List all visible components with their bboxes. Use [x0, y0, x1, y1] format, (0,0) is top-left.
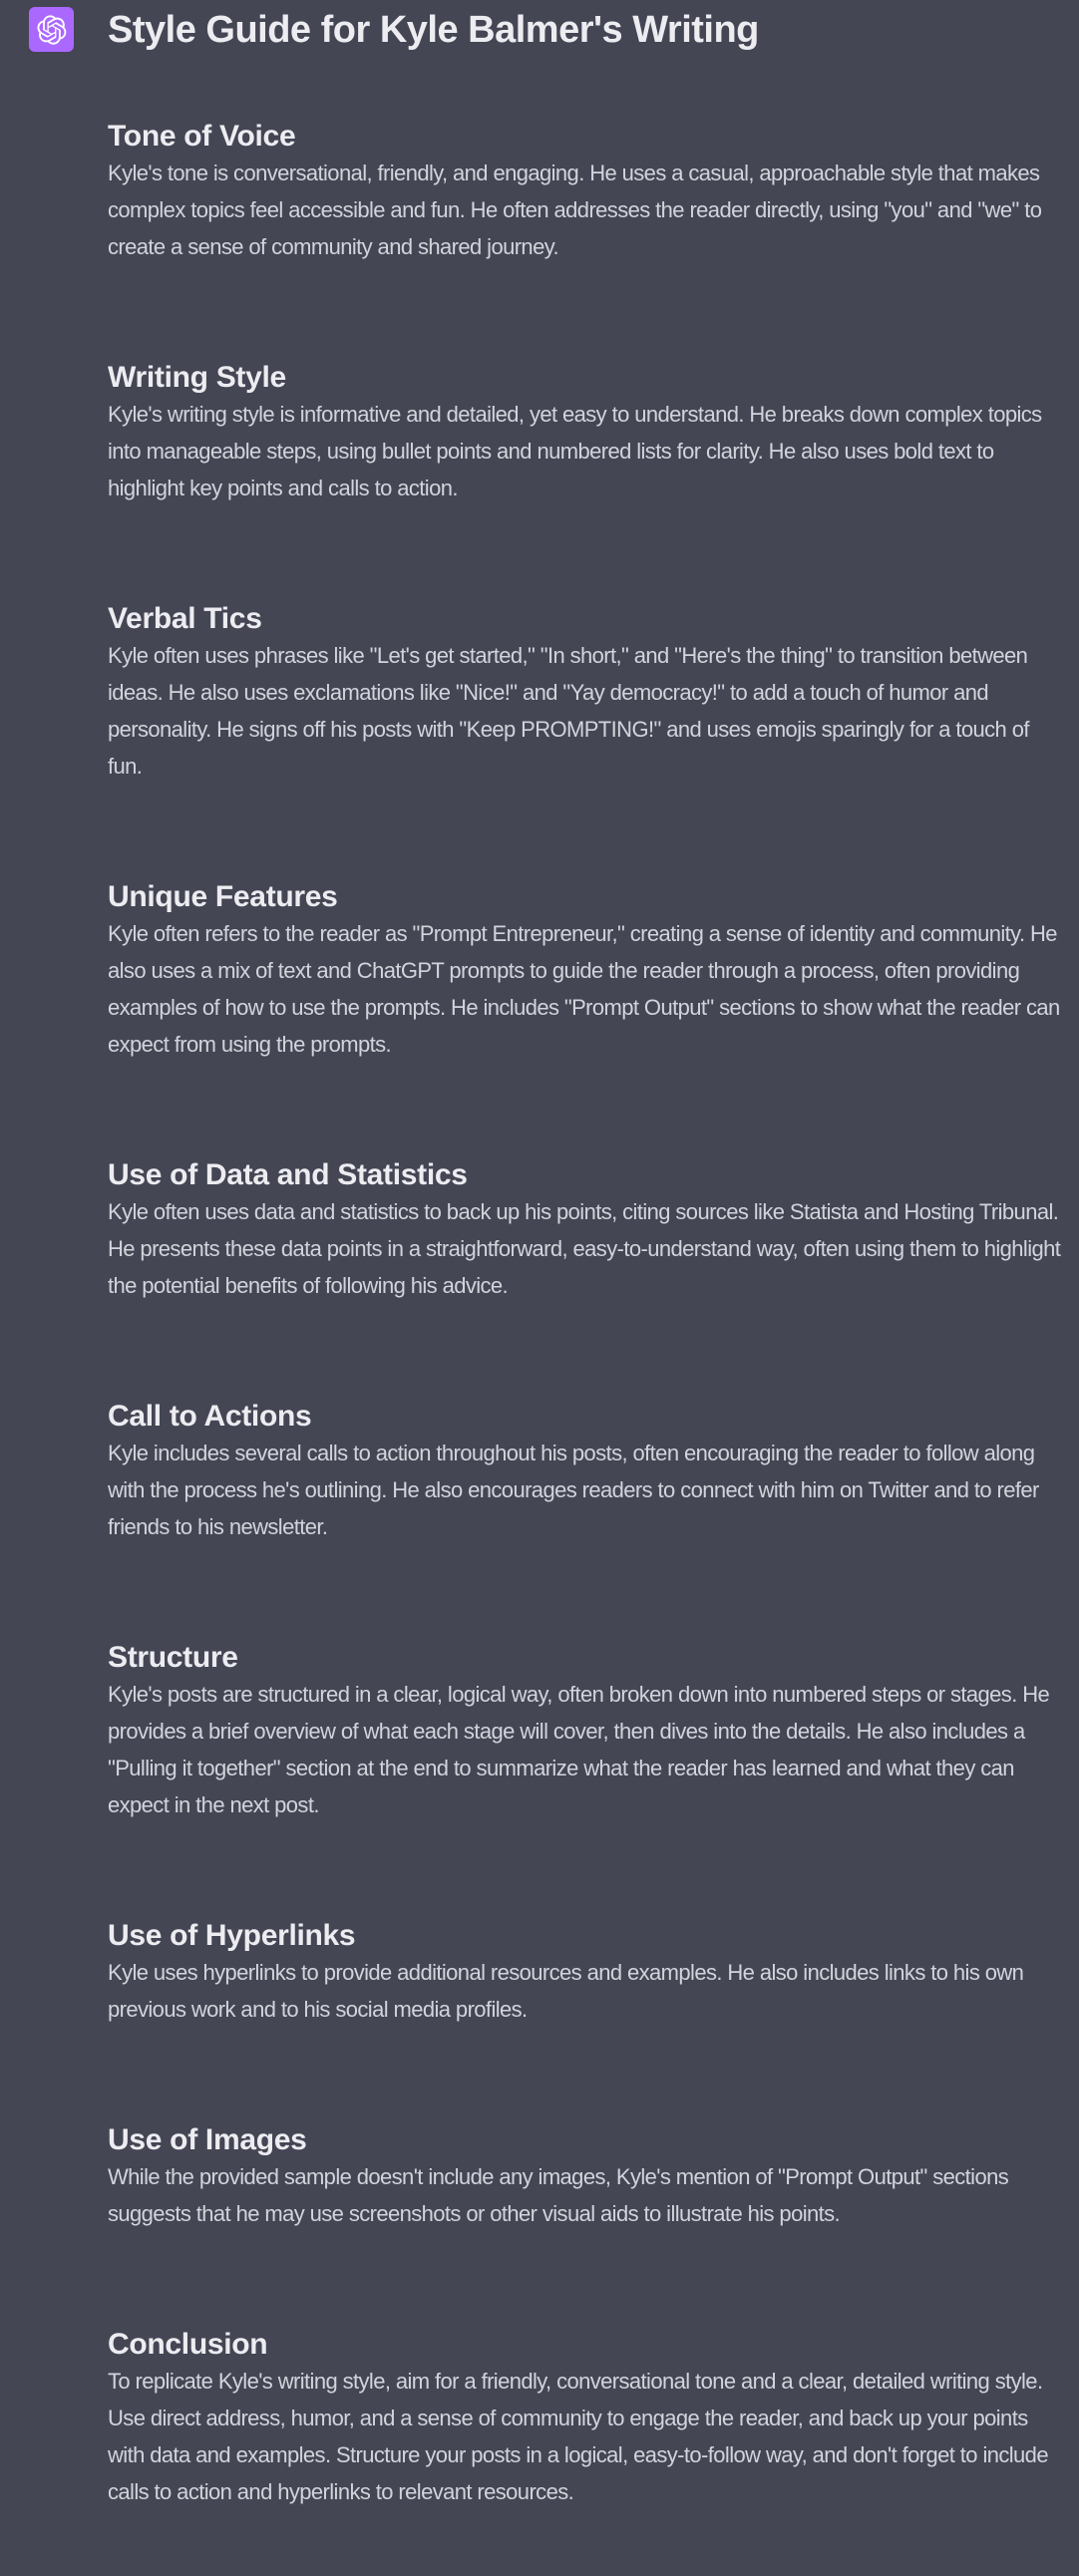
section-paragraph: Kyle's posts are structured in a clear, logical way, often broken down into numbered steps or stages. He provides a brief overview of what each stage will cover, then dives into the details. He also includes a "Pulling it together" section at the end to summarize what the reader has learned and what they can expect in the next post. [108, 1682, 1050, 1817]
section-heading: Writing Style [108, 361, 286, 394]
page-title: Style Guide for Kyle Balmer's Writing [108, 9, 759, 51]
section-use-of-hyperlinks [108, 1917, 1063, 2028]
section-heading: Tone of Voice [108, 120, 296, 153]
section-heading: Use of Images [108, 2123, 307, 2156]
section-use-of-images [108, 2121, 1063, 2232]
section-paragraph: Kyle often refers to the reader as "Prompt Entrepreneur," creating a sense of identity and community. He also uses a mix of text and ChatGPT prompts to guide the reader through a process, often providing examples of how to use the prompts. He includes "Prompt Output" sections to show what the reader can expect from using the prompts. [108, 921, 1060, 1057]
assistant-avatar [29, 7, 74, 52]
section-paragraph: Kyle's tone is conversational, friendly, and engaging. He uses a casual, approachable style that makes complex topics feel accessible and fun. He often addresses the reader directly, using "you" and "we" to create a sense of community and shared journey. [108, 161, 1042, 259]
section-structure [108, 1639, 1063, 1823]
section-verbal-tics [108, 600, 1063, 785]
section-paragraph: Kyle uses hyperlinks to provide additional resources and examples. He also includes links to his own previous work and to his social media profiles. [108, 1960, 1024, 2022]
section-paragraph: Kyle's writing style is informative and detailed, yet easy to understand. He breaks down complex topics into manageable steps, using bullet points and numbered lists for clarity. He also uses bold text to highlight key points and calls to action. [108, 402, 1042, 500]
section-paragraph: Kyle often uses data and statistics to back up his points, citing sources like Statista and Hosting Tribunal. He presents these data points in a straightforward, easy-to-understand way, often using them to highlight the potential benefits of following his advice. [108, 1199, 1061, 1298]
section-paragraph: Kyle often uses phrases like "Let's get started," "In short," and "Here's the thing" to transition between ideas. He also uses exclamations like "Nice!" and "Yay democracy!" to add a touch of humor and personality. He signs off his posts with "Keep PROMPTING!" and uses emojis sparingly for a touch of fun. [108, 643, 1029, 779]
section-heading: Unique Features [108, 880, 338, 913]
style-guide-document [108, 118, 1063, 2510]
section-paragraph: To replicate Kyle's writing style, aim for a friendly, conversational tone and a clear, detailed writing style. Use direct address, humor, and a sense of community to engage the reader, and back up your points with data and examples. Structure your posts in a logical, easy-to-follow way, and don't forget to include calls to action and hyperlinks to relevant resources. [108, 2369, 1048, 2504]
section-heading: Use of Data and Statistics [108, 1158, 468, 1191]
section-tone-of-voice [108, 118, 1063, 265]
section-heading: Conclusion [108, 2328, 268, 2361]
section-conclusion [108, 2326, 1063, 2510]
section-use-of-data-and-statistics [108, 1156, 1063, 1304]
section-heading: Verbal Tics [108, 602, 262, 635]
section-heading: Structure [108, 1641, 238, 1674]
section-unique-features [108, 878, 1063, 1063]
openai-logo-icon [37, 15, 67, 45]
section-paragraph: Kyle includes several calls to action throughout his posts, often encouraging the reader to follow along with the process he's outlining. He also encourages readers to connect with him on Twitter and to refer friends to his newsletter. [108, 1441, 1039, 1539]
section-writing-style [108, 359, 1063, 506]
section-paragraph: While the provided sample doesn't include any images, Kyle's mention of "Prompt Output" sections suggests that he may use screenshots or other visual aids to illustrate his points. [108, 2164, 1009, 2226]
document-header [0, 0, 1079, 53]
section-heading: Call to Actions [108, 1400, 312, 1433]
section-call-to-actions [108, 1398, 1063, 1545]
section-heading: Use of Hyperlinks [108, 1919, 356, 1952]
